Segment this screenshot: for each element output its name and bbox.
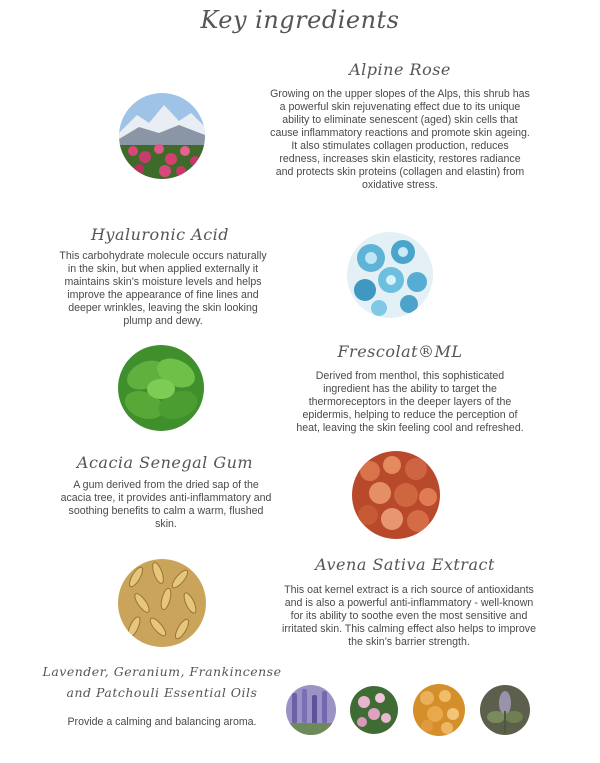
acacia-senegal-gum-description: A gum derived from the dried sap of the acacia tree, it provides anti-inflammatory and soothing benefits to calm a warm, flushed skin. [60,479,272,530]
alpine-rose-description: Growing on the upper slopes of the Alps, this shrub has a powerful skin rejuvenating effect due to its unique ability to eliminate senescent (aged) skin cells that cause inflammatory reactions and promote skin ageing. It also stimulates collagen production, reduces redness, increases skin elasticity, restores radiance and protects skin proteins (collagen and elastin) from oxidative stress. [270,88,530,191]
geranium-image [350,686,398,734]
essential-oils-name-line1: Lavender, Geranium, Frankincense [42,664,282,679]
essential-oils-name-line2: and Patchouli Essential Oils [66,685,258,700]
hyaluronic-acid-image [347,232,433,318]
lavender-image [286,685,336,735]
alpine-rose-image [119,93,205,179]
page-title: Key ingredients [200,6,400,34]
acacia-gum-image [352,451,440,539]
hyaluronic-acid-description: This carbohydrate molecule occurs naturally in the skin, but when applied externally it maintains skin’s moisture levels and helps improve the appearance of fine lines and deeper wrinkles, leaving the skin looking plump and dewy. [59,250,267,327]
frescolat-description: Derived from menthol, this sophisticated ingredient has the ability to target the thermoreceptors in the deeper layers of the epidermis, helping to reduce the perception of heat, leaving the skin feeling cool and refreshed. [296,370,524,434]
frankincense-image [413,684,465,736]
hyaluronic-acid-name: Hyaluronic Acid [90,225,230,244]
frescolat-image [118,345,204,431]
frescolat-name: Frescolat®ML [337,342,463,361]
essential-oils-description: Provide a calming and balancing aroma. [67,716,257,728]
patchouli-image [480,685,530,735]
avena-sativa-description: This oat kernel extract is a rich source of antioxidants and is also a powerful anti-inflammatory - well-known for its ability to soothe even the most sensitive and irritated skin. This calming effect also helps to improve the skin’s barrier strength. [282,584,536,648]
acacia-senegal-gum-name: Acacia Senegal Gum [76,453,254,472]
avena-sativa-image [118,559,206,647]
avena-sativa-name: Avena Sativa Extract [315,555,495,574]
alpine-rose-name: Alpine Rose [349,60,451,79]
